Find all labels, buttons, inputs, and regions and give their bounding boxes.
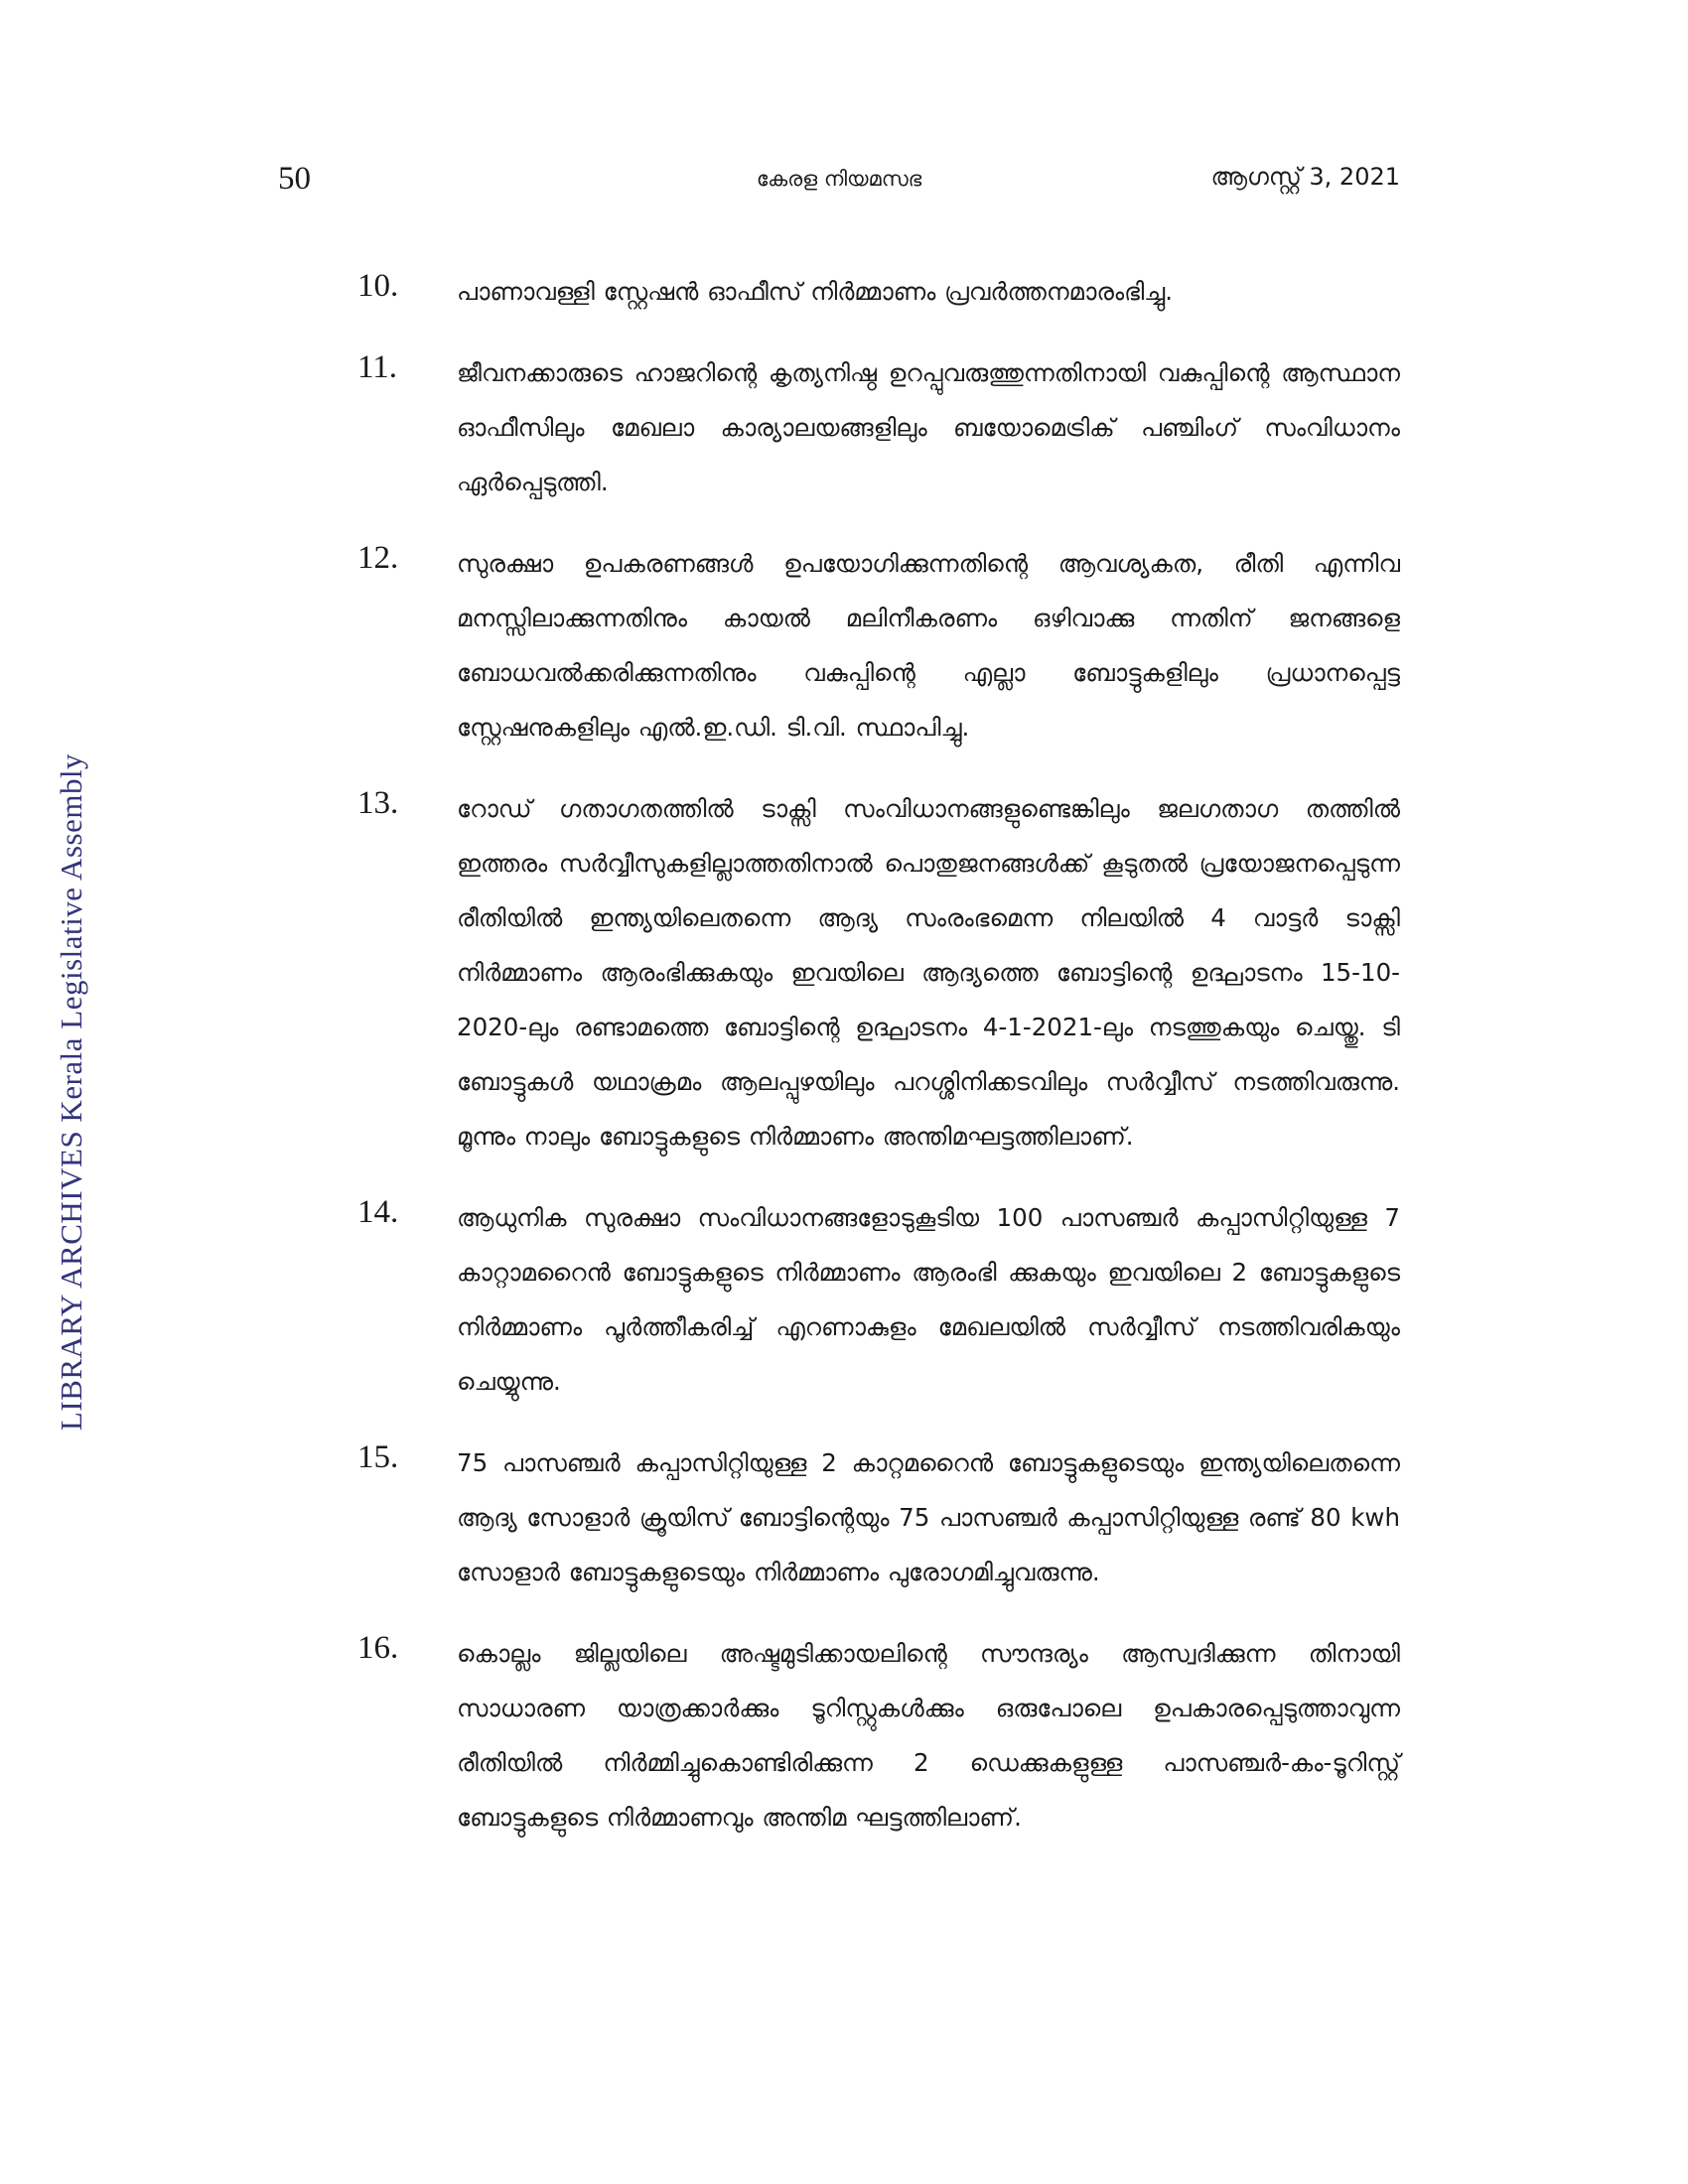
item-number: 16. (357, 1630, 399, 1666)
numbered-list (357, 264, 1400, 1871)
item-text: സുരക്ഷാ ഉപകരണങ്ങൾ ഉപയോഗിക്കുന്നതിന്റെ ആവശ്യകത, രീതി എന്നിവ മനസ്സിലാക്കുന്നതിനും കായൽ മലിനീകരണം ഒഴിവാക്കു ന്നതിന് ജനങ്ങളെ ബോധവൽക്കരിക്കുന്നതിനും വകുപ്പിന്റെ എല്ലാ ബോട്ടുകളിലും പ്രധാനപ്പെട്ട സ്റ്റേഷനുകളിലും എൽ.ഇ.ഡി. ടി.വി. സ്ഥാപിച്ചു. (457, 549, 1400, 742)
page-number: 50 (278, 161, 311, 197)
page-header (278, 161, 1400, 201)
list-item (357, 536, 1400, 754)
list-item (357, 781, 1400, 1163)
list-item (357, 264, 1400, 319)
item-number: 14. (357, 1194, 399, 1230)
item-text: റോഡ് ഗതാഗതത്തിൽ ടാക്സി സംവിധാനങ്ങളുണ്ടെങ്കിലും ജലഗതാഗ തത്തിൽ ഇത്തരം സർവ്വീസുകളില്ലാത്തതിനാൽ പൊതുജനങ്ങൾക്ക് കൂടുതൽ പ്രയോജനപ്പെടുന്ന രീതിയിൽ ഇന്ത്യയിലെതന്നെ ആദ്യ സംരംഭമെന്ന നിലയിൽ 4 വാട്ടർ ടാക്സി നിർമ്മാണം ആരംഭിക്കുകയും ഇവയിലെ ആദ്യത്തെ ബോട്ടിന്റെ ഉദ്ഘാടനം 15-10-2020-ലും രണ്ടാമത്തെ ബോട്ടിന്റെ ഉദ്ഘാടനം 4-1-2021-ലും നടത്തുകയും ചെയ്തു. ടി ബോട്ടുകൾ യഥാക്രമം ആലപ്പുഴയിലും പറശ്ശിനിക്കടവിലും സർവ്വീസ് നടത്തിവരുന്നു. മൂന്നും നാലും ബോട്ടുകളുടെ നിർമ്മാണം അന്തിമഘട്ടത്തിലാണ്. (457, 794, 1400, 1151)
archive-watermark: LIBRARY ARCHIVES Kerala Legislative Assembly (54, 752, 88, 1432)
item-number: 11. (357, 349, 398, 385)
item-text: പാണാവള്ളി സ്റ്റേഷൻ ഓഫീസ് നിർമ്മാണം പ്രവർത്തനമാരംഭിച്ചു. (457, 277, 1173, 306)
list-item (357, 1190, 1400, 1409)
list-item (357, 345, 1400, 509)
item-number: 10. (357, 268, 399, 304)
item-text: കൊല്ലം ജില്ലയിലെ അഷ്ടമുടിക്കായലിന്റെ സൗന്ദര്യം ആസ്വദിക്കുന്ന തിനായി സാധാരണ യാത്രക്കാർക്കും ടൂറിസ്റ്റുകൾക്കും ഒരുപോലെ ഉപകാരപ്പെടുത്താവുന്ന രീതിയിൽ നിർമ്മിച്ചുകൊണ്ടിരിക്കുന്ന 2 ഡെക്കുകളുള്ള പാസഞ്ചർ-കം-ടൂറിസ്റ്റ് ബോട്ടുകളുടെ നിർമ്മാണവും അന്തിമ ഘട്ടത്തിലാണ്. (457, 1639, 1400, 1832)
header-date: ആഗസ്റ്റ് 3, 2021 (1210, 163, 1400, 191)
item-text: ആധുനിക സുരക്ഷാ സംവിധാനങ്ങളോടുകൂടിയ 100 പാസഞ്ചർ കപ്പാസിറ്റിയുള്ള 7 കാറ്റാമറൈൻ ബോട്ടുകളുടെ നിർമ്മാണം ആരംഭി ക്കുകയും ഇവയിലെ 2 ബോട്ടുകളുടെ നിർമ്മാണം പൂർത്തീകരിച്ച് എറണാകുളം മേഖലയിൽ സർവ്വീസ് നടത്തിവരികയും ചെയ്യുന്നു. (457, 1203, 1400, 1396)
list-item (357, 1626, 1400, 1844)
assembly-title: കേരള നിയമസഭ (756, 167, 922, 191)
item-number: 13. (357, 785, 399, 821)
item-text: ജീവനക്കാരുടെ ഹാജറിന്റെ കൃത്യനിഷ്ഠ ഉറപ്പുവരുത്തുന്നതിനായി വകുപ്പിന്റെ ആസ്ഥാന ഓഫീസിലും മേഖലാ കാര്യാലയങ്ങളിലും ബയോമെട്രിക് പഞ്ചിംഗ് സംവിധാനം ഏർപ്പെടുത്തി. (457, 358, 1400, 496)
item-text: 75 പാസഞ്ചർ കപ്പാസിറ്റിയുള്ള 2 കാറ്റമറൈൻ ബോട്ടുകളുടെയും ഇന്ത്യയിലെതന്നെ ആദ്യ സോളാർ ക്രൂയിസ് ബോട്ടിന്റെയും 75 പാസഞ്ചർ കപ്പാസിറ്റിയുള്ള രണ്ട് 80 kwh സോളാർ ബോട്ടുകളുടെയും നിർമ്മാണം പുരോഗമിച്ചുവരുന്നു. (457, 1448, 1400, 1586)
item-number: 12. (357, 540, 399, 576)
list-item (357, 1435, 1400, 1599)
item-number: 15. (357, 1439, 399, 1475)
